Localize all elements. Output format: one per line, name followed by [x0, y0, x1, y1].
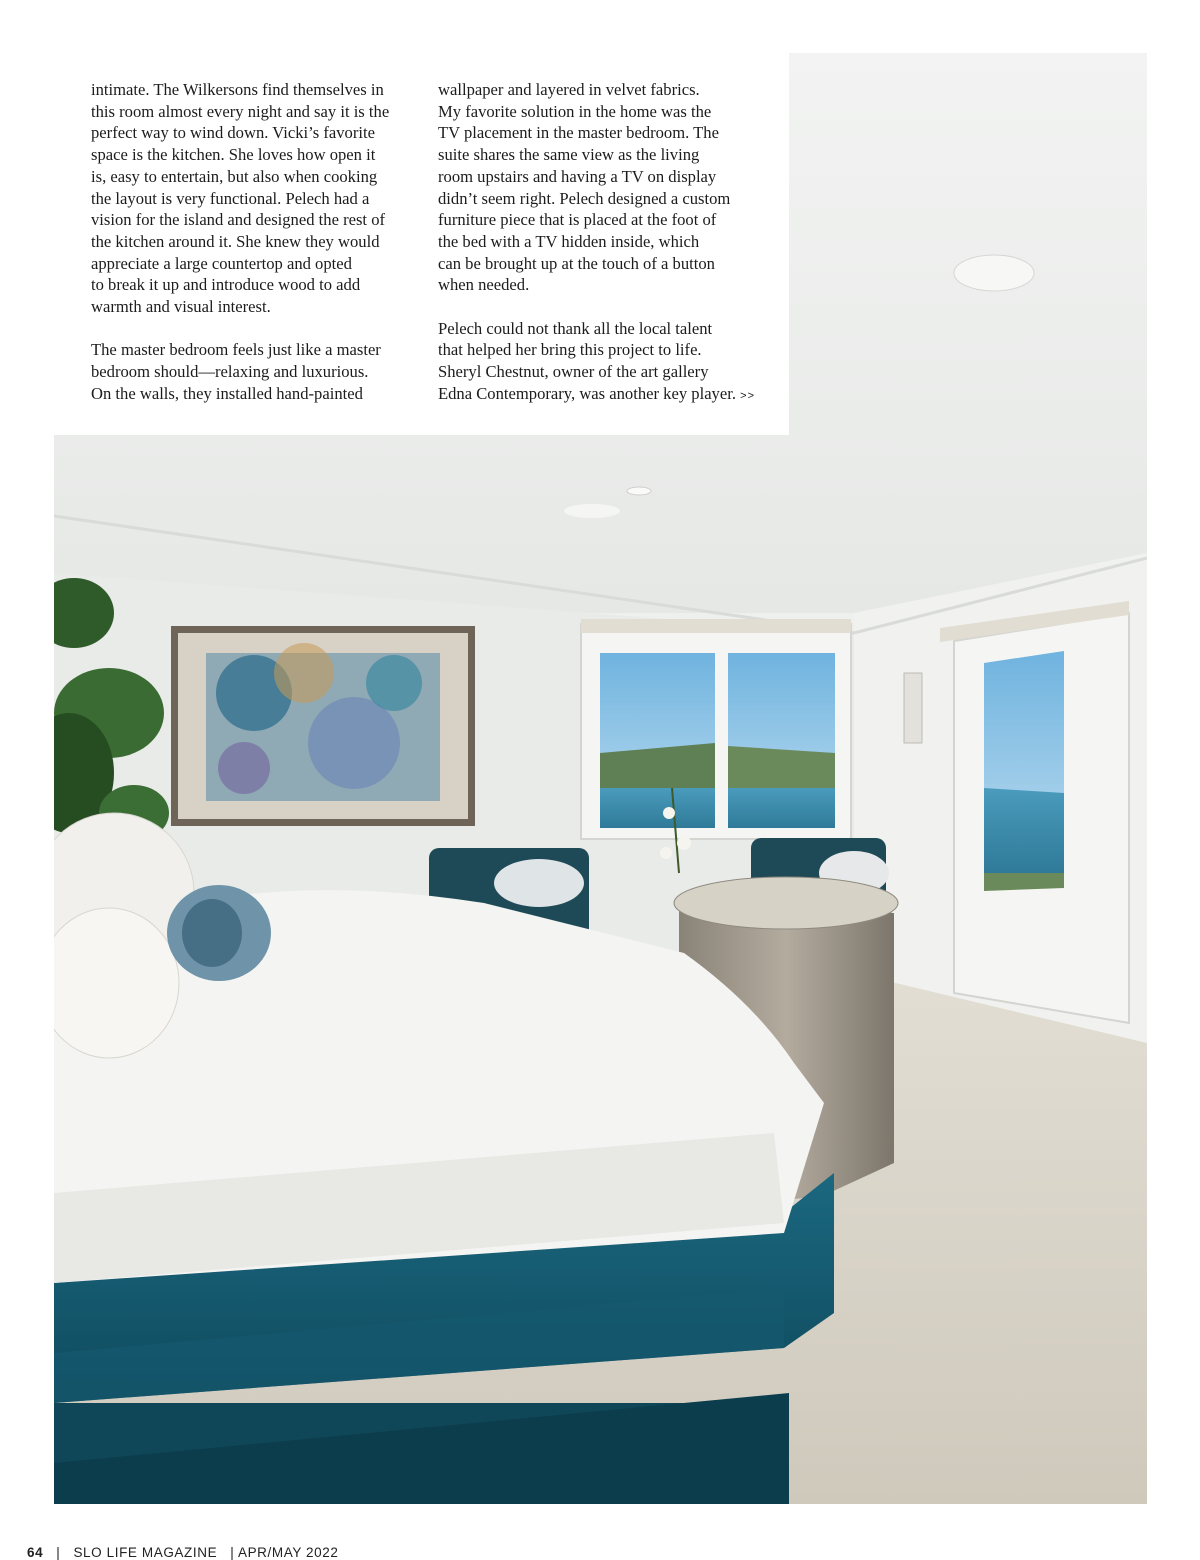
continue-marker: >> [740, 389, 755, 402]
article-text-panel [54, 53, 789, 435]
footer-separator: | [56, 1545, 61, 1560]
article-paragraph [438, 318, 783, 408]
article-paragraph: intimate. The Wilkersons find themselves in this room almost every night and say it is the perfect way to wind down. Vicki’s favorite space is the kitchen. She loves how open it is, easy to entertain, but also when cooking the layout is very functional. Pelech had a vision for the island and designed the rest of the kitchen around it. She knew they would appreciate a large countertop and opted to break it up and introduce wood to add warmth and visual interest. [91, 80, 390, 317]
article-column-1 [91, 79, 421, 426]
page-number: 64 [27, 1545, 44, 1560]
issue-date: APR/MAY 2022 [237, 1545, 339, 1560]
footer-separator: | [230, 1545, 235, 1560]
article-column-2 [438, 79, 783, 429]
article-paragraph: wallpaper and layered in velvet fabrics. My favorite solution in the home was the TV placement in the master bedroom. The suite shares the same view as the living room upstairs and having a TV on display didn’t seem right. Pelech designed a custom furniture piece that is placed at the foot of the bed with a TV hidden inside, which can be brought up at the touch of a button when needed. [438, 80, 731, 295]
magazine-name: SLO LIFE MAGAZINE [73, 1545, 218, 1560]
article-paragraph: The master bedroom feels just like a master bedroom should—relaxing and luxurious. On the walls, they installed hand-painted [91, 340, 381, 403]
article-paragraph-text: Pelech could not thank all the local talent that helped her bring this project to life. Sheryl Chestnut, owner of the art gallery Edna Contemporary, was another key player. [438, 318, 736, 403]
